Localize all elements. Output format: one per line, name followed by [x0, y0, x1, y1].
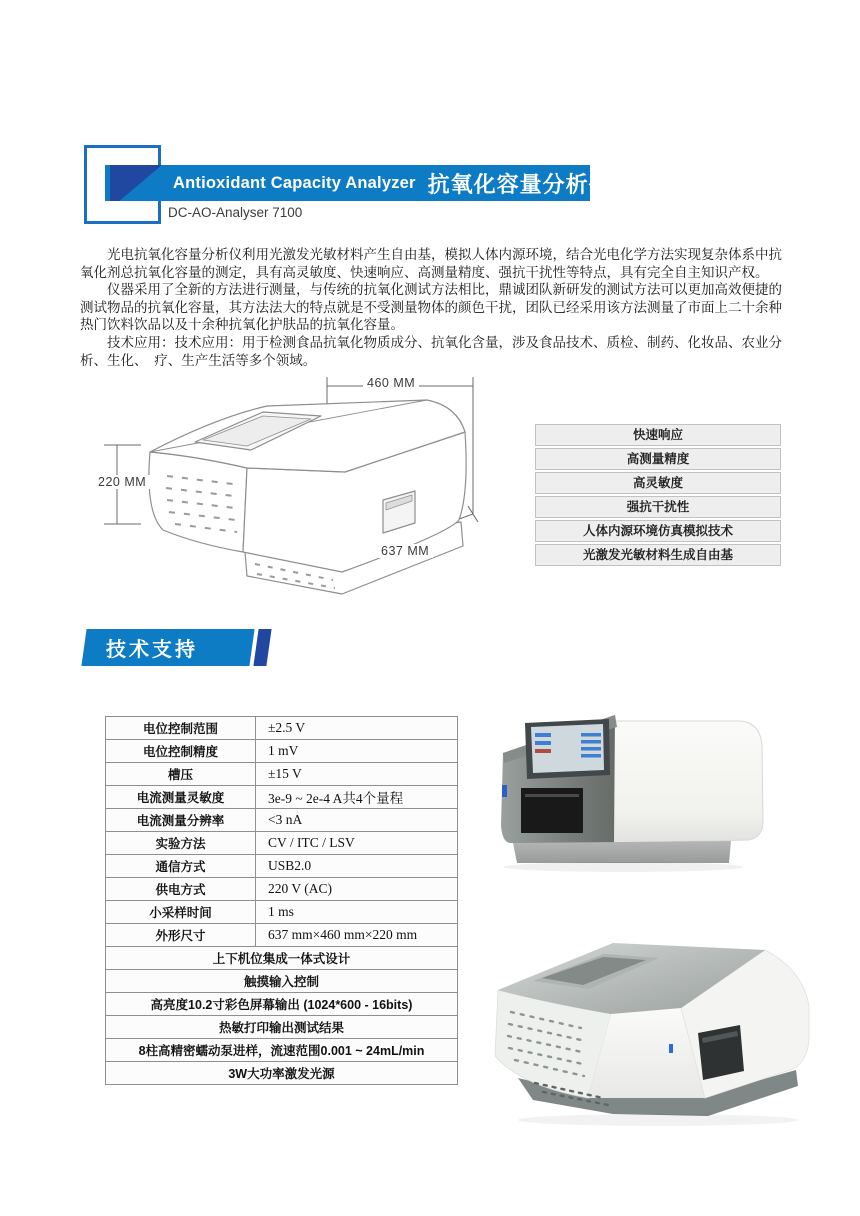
spec-full-row: [106, 970, 458, 993]
spec-table: [105, 716, 458, 1085]
feature-item: 高灵敏度: [535, 472, 781, 494]
power-indicator: [669, 1044, 673, 1053]
spec-row: [106, 740, 458, 763]
instrument-outline-art: [95, 372, 525, 607]
intro-paragraph-3: 技术应用：技术应用：用于检测食品抗氧化物质成分、抗氧化含量，涉及食品技术、质检、制药、化妆品、农业分析、生化、 疗、生产生活等多个领域。: [80, 334, 782, 368]
spec-row: [106, 924, 458, 947]
intro-text-block: [80, 246, 792, 369]
spec-value: USB2.0: [256, 855, 458, 878]
section-title: 技术支持: [106, 639, 198, 661]
spec-value: 1 mV: [256, 740, 458, 763]
product-photo-isometric-view: [463, 928, 833, 1133]
section-banner-support: [84, 629, 284, 666]
header-banner: [105, 165, 612, 201]
feature-item: 高测量精度: [535, 448, 781, 470]
spec-row: [106, 901, 458, 924]
spec-value: 3e-9 ~ 2e-4 A共4个量程: [256, 786, 458, 809]
spec-value: 220 V (AC): [256, 878, 458, 901]
spec-full-row: [106, 1039, 458, 1062]
spec-row: [106, 763, 458, 786]
spec-full-row: [106, 1062, 458, 1085]
spec-value: <3 nA: [256, 809, 458, 832]
spec-value: 637 mm×460 mm×220 mm: [256, 924, 458, 947]
spec-label: 槽压: [106, 763, 256, 786]
product-model: DC-AO-Analyser 7100: [168, 205, 303, 220]
display-screen: [525, 719, 610, 779]
spec-full-text: 高亮度10.2寸彩色屏幕输出 (1024*600 - 16bits): [106, 993, 458, 1016]
intro-paragraph-1: 光电抗氧化容量分析仪利用光激发光敏材料产生自由基，模拟人体内源环境，结合光电化学方法实现复杂体系中抗氧化剂总抗氧化容量的测定，具有高灵敏度、快速响应、高测量精度、强抗干扰性等特点，具有完全自主知识产权。: [80, 247, 782, 280]
spec-row: [106, 809, 458, 832]
spec-value: 1 ms: [256, 901, 458, 924]
spec-full-text: 热敏打印输出测试结果: [106, 1016, 458, 1039]
spec-row: [106, 855, 458, 878]
dimension-height-label: 220 MM: [94, 475, 150, 489]
printer-door: [698, 1025, 744, 1080]
spec-full-text: 3W大功率激发光源: [106, 1062, 458, 1085]
feature-item: 光激发光敏材料生成自由基: [535, 544, 781, 566]
spec-label: 小采样时间: [106, 901, 256, 924]
spec-label: 电流测量灵敏度: [106, 786, 256, 809]
product-title-en: Antioxidant Capacity Analyzer: [173, 173, 416, 192]
spec-table-body: [106, 717, 458, 1085]
power-indicator: [502, 785, 507, 797]
product-title-zh: 抗氧化容量分析仪: [427, 171, 612, 197]
feature-item: 人体内源环境仿真模拟技术: [535, 520, 781, 542]
dimension-width-label: 460 MM: [363, 376, 419, 390]
spec-value: ±15 V: [256, 763, 458, 786]
spec-label: 电位控制范围: [106, 717, 256, 740]
feature-list: [535, 424, 781, 566]
spec-value: CV / ITC / LSV: [256, 832, 458, 855]
header-banner-accent-triangle: [110, 165, 162, 201]
spec-full-row: [106, 1016, 458, 1039]
feature-item: 快速响应: [535, 424, 781, 446]
printer-slot: [521, 788, 583, 833]
spec-label: 电位控制精度: [106, 740, 256, 763]
section-banner-stripe: [253, 629, 271, 666]
spec-row: [106, 878, 458, 901]
feature-item: 强抗干扰性: [535, 496, 781, 518]
spec-label: 供电方式: [106, 878, 256, 901]
spec-label: 电流测量分辨率: [106, 809, 256, 832]
product-photo-front-view: [473, 693, 813, 933]
instrument-line-drawing: [95, 372, 525, 607]
spec-full-text: 触摸输入控制: [106, 970, 458, 993]
spec-label: 外形尺寸: [106, 924, 256, 947]
spec-full-text: 上下机位集成一体式设计: [106, 947, 458, 970]
spec-row: [106, 717, 458, 740]
spec-full-row: [106, 993, 458, 1016]
spec-full-text: 8柱高精密蠕动泵进样，流速范围0.001 ~ 24mL/min: [106, 1039, 458, 1062]
spec-value: ±2.5 V: [256, 717, 458, 740]
spec-full-row: [106, 947, 458, 970]
intro-paragraph-2: 仪器采用了全新的方法进行测量，与传统的抗氧化测试方法相比，鼎诚团队新研发的测试方法可以更加高效便捷的测试物品的抗氧化容量，其方法法大的特点就是不受测量物体的颜色干扰，团队已经采用该方法测量了市面上二十余种热门饮料饮品以及十余种抗氧化护肤品的抗氧化容量。: [80, 282, 782, 333]
spec-label: 通信方式: [106, 855, 256, 878]
spec-row: [106, 832, 458, 855]
spec-row: [106, 786, 458, 809]
spec-label: 实验方法: [106, 832, 256, 855]
dimension-depth-label: 637 MM: [377, 544, 433, 558]
